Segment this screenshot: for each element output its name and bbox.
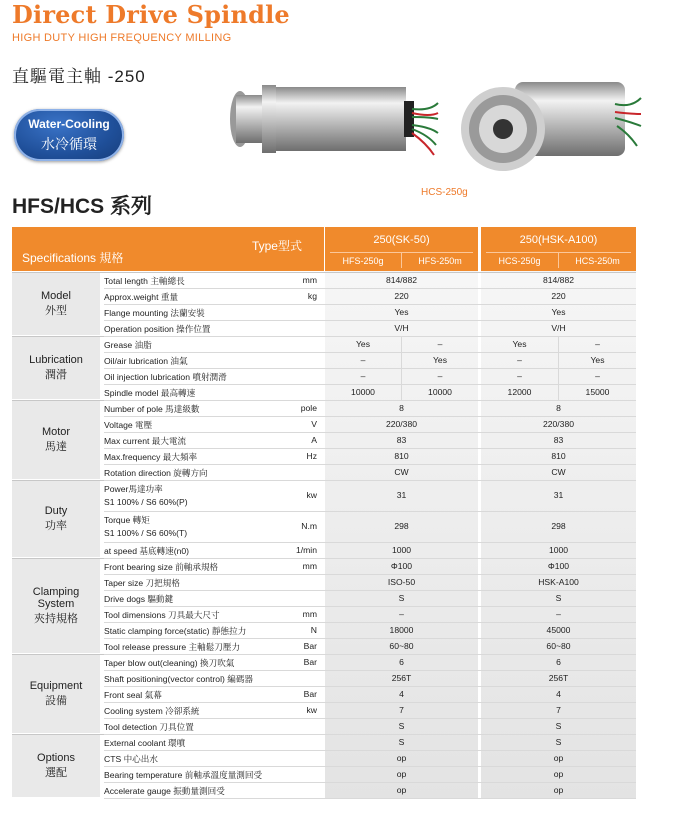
row-divider <box>104 590 636 591</box>
row-unit: 1/min <box>295 545 317 555</box>
spindle-side-image <box>222 77 440 162</box>
row-unit: mm <box>302 609 317 619</box>
group-label: 250(SK-50) <box>373 234 430 246</box>
table-cell: S <box>555 593 562 603</box>
row-label: Oil injection lubrication 噴射潤滑 <box>104 372 227 382</box>
cell-divider <box>401 369 402 385</box>
row-unit: kw <box>306 705 317 715</box>
table-cell: – <box>437 371 443 381</box>
cell-divider <box>558 337 559 353</box>
table-cell: CW <box>551 467 566 477</box>
water-cooling-badge <box>14 109 124 161</box>
row-divider <box>104 766 636 767</box>
table-cell: 6 <box>556 657 561 667</box>
table-cell: 256T <box>391 673 412 683</box>
row-label: Torque 轉矩 <box>104 515 150 525</box>
table-cell: 298 <box>551 521 566 531</box>
table-cell: Yes <box>551 307 566 317</box>
table-cell: 1000 <box>391 545 412 555</box>
row-unit: kg <box>307 291 317 301</box>
cell-divider <box>558 385 559 401</box>
row-divider <box>104 511 636 512</box>
row-label: Cooling system 冷卻系統 <box>104 706 200 716</box>
row-label: Spindle model 最高轉速 <box>104 388 196 398</box>
table-cell: op <box>396 753 407 763</box>
table-cell: V/H <box>551 323 566 333</box>
table-cell: S <box>398 721 405 731</box>
row-divider <box>104 400 636 401</box>
group-label: 250(HSK-A100) <box>519 234 598 246</box>
row-divider <box>104 686 636 687</box>
row-divider <box>104 798 636 799</box>
table-cell: – <box>556 609 561 619</box>
category-label: Model 外型 <box>12 273 100 335</box>
table-cell: 10000 <box>351 387 375 397</box>
row-unit: mm <box>302 561 317 571</box>
table-cell: S <box>398 593 405 603</box>
row-label: Number of pole 馬達級數 <box>104 404 200 414</box>
table-cell: 8 <box>399 403 404 413</box>
table-cell: – <box>595 371 600 381</box>
table-cell: 298 <box>394 521 409 531</box>
category-label: Options 選配 <box>12 735 100 797</box>
row-label: Grease 油脂 <box>104 340 152 350</box>
cell-divider <box>401 353 402 369</box>
cell-divider <box>558 353 559 369</box>
row-unit: Bar <box>303 641 317 651</box>
table-cell: 7 <box>399 705 404 715</box>
table-cell: S <box>555 721 562 731</box>
table-cell: op <box>396 769 407 779</box>
row-label: Voltage 電壓 <box>104 420 153 430</box>
row-unit: mm <box>302 275 317 285</box>
table-cell: Yes <box>512 339 527 349</box>
category-divider <box>12 272 636 273</box>
table-cell: op <box>553 769 564 779</box>
table-cell: 8 <box>556 403 561 413</box>
type-label: Type型式 <box>251 239 302 253</box>
badge-chinese: 水冷循環 <box>41 136 97 152</box>
row-divider <box>104 734 636 735</box>
table-cell: 810 <box>394 451 409 461</box>
row-label: Max.frequency 最大頻率 <box>104 452 198 462</box>
image-caption: HCS-250g <box>421 187 468 198</box>
category-label: Duty 功率 <box>12 481 100 557</box>
table-header-spec <box>12 227 324 271</box>
col-header: HCS-250m <box>575 256 620 266</box>
row-divider <box>104 638 636 639</box>
table-cell: 810 <box>551 451 566 461</box>
row-label: Flange mounting 法蘭安裝 <box>104 308 205 318</box>
table-cell: op <box>396 785 407 795</box>
col-header: HFS-250m <box>418 256 462 266</box>
row-unit: Bar <box>303 689 317 699</box>
row-divider <box>104 702 636 703</box>
table-cell: 4 <box>556 689 561 699</box>
spindle-front-image <box>455 74 645 174</box>
row-divider <box>104 336 636 337</box>
row-divider <box>104 352 636 353</box>
table-cell: – <box>399 609 404 619</box>
table-cell: 814/882 <box>385 275 418 285</box>
row-label: Shaft positioning(vector control) 編碼器 <box>104 674 254 684</box>
table-cell: – <box>437 339 443 349</box>
table-cell: – <box>360 371 366 381</box>
table-cell: 1000 <box>548 545 569 555</box>
row-divider <box>104 432 636 433</box>
row-unit: Hz <box>306 451 317 461</box>
row-divider <box>104 558 636 559</box>
table-cell: 12000 <box>507 387 532 397</box>
table-cell: op <box>553 785 564 795</box>
row-divider <box>104 416 636 417</box>
table-cell: 10000 <box>428 387 452 397</box>
row-label: Tool dimensions 刀具最大尺寸 <box>104 610 220 620</box>
page-subtitle: HIGH DUTY HIGH FREQUENCY MILLING <box>12 32 232 44</box>
category-label: Lubrication 潤滑 <box>12 337 100 399</box>
row-label: Bearing temperature 前軸承溫度量測回受 <box>104 770 263 780</box>
table-cell: V/H <box>394 323 409 333</box>
row-divider <box>104 288 636 289</box>
table-cell: 60~80 <box>389 641 414 651</box>
series-title: HFS/HCS 系列 <box>12 195 153 218</box>
row-label: Tool release pressure 主軸鬆刀壓力 <box>104 642 241 652</box>
row-divider <box>104 782 636 783</box>
row-divider <box>104 622 636 623</box>
row-sublabel: S1 100% / S6 60%(T) <box>104 528 188 538</box>
category-label: Clamping System 夾持規格 <box>12 559 100 653</box>
table-cell: 220 <box>551 291 566 301</box>
row-label: Front seal 氣幕 <box>104 690 162 700</box>
table-cell: 83 <box>553 435 564 445</box>
table-header-group-1 <box>325 227 478 271</box>
row-label: Taper size 刀把規格 <box>104 578 180 588</box>
table-cell: S <box>398 737 405 747</box>
row-divider <box>104 464 636 465</box>
table-cell: 7 <box>556 705 561 715</box>
category-label: Motor 馬達 <box>12 401 100 479</box>
row-label: Rotation direction 旋轉方向 <box>104 468 208 478</box>
chinese-title: 直驅電主軸 -250 <box>12 67 146 86</box>
table-cell: – <box>517 371 522 381</box>
row-unit: kw <box>306 490 317 500</box>
table-cell: S <box>555 737 562 747</box>
table-cell: ISO-50 <box>387 577 416 587</box>
row-divider <box>104 718 636 719</box>
row-unit: A <box>311 435 317 445</box>
col-header: HFS-250g <box>342 256 384 266</box>
table-cell: Yes <box>355 339 371 349</box>
table-cell: 220/380 <box>385 419 418 429</box>
table-cell: Φ100 <box>390 561 413 571</box>
badge-english: Water-Cooling <box>28 117 110 131</box>
table-cell: – <box>517 355 522 365</box>
row-sublabel: S1 100% / S6 60%(P) <box>104 497 188 507</box>
table-cell: 31 <box>553 490 564 500</box>
row-divider <box>104 542 636 543</box>
table-cell: HSK-A100 <box>538 577 579 587</box>
row-label: Drive dogs 驅動鍵 <box>104 594 174 604</box>
table-cell: 83 <box>396 435 407 445</box>
spec-label: Specifications 規格 <box>22 251 124 265</box>
spec-table <box>12 271 636 799</box>
table-cell: 220/380 <box>542 419 575 429</box>
row-divider <box>104 574 636 575</box>
table-cell: Yes <box>394 307 409 317</box>
table-cell: – <box>360 355 366 365</box>
table-header-group-2 <box>481 227 636 271</box>
table-cell: 4 <box>399 689 404 699</box>
row-divider <box>104 654 636 655</box>
row-label: at speed 基底轉速(n0) <box>104 546 190 556</box>
row-unit: pole <box>300 403 317 413</box>
category-label: Equipment 設備 <box>12 655 100 733</box>
row-label: External coolant 環噴 <box>104 738 186 748</box>
table-cell: op <box>553 753 564 763</box>
table-cell: 814/882 <box>542 275 575 285</box>
table-cell: 220 <box>394 291 409 301</box>
row-unit: Bar <box>303 657 317 667</box>
table-cell: 31 <box>396 490 407 500</box>
page-title: Direct Drive Spindle <box>12 0 290 29</box>
row-divider <box>104 368 636 369</box>
col-header: HCS-250g <box>498 256 541 266</box>
row-divider <box>104 448 636 449</box>
table-cell: Yes <box>590 355 605 365</box>
row-label: Front bearing size 前軸承規格 <box>104 562 219 572</box>
table-cell: Yes <box>432 355 448 365</box>
row-label: Total length 主軸總長 <box>104 276 185 286</box>
table-cell: 6 <box>399 657 404 667</box>
table-cell: 60~80 <box>546 641 571 651</box>
row-label: Approx.weight 重量 <box>104 292 179 302</box>
table-cell: 15000 <box>585 387 610 397</box>
table-cell: 256T <box>548 673 569 683</box>
row-divider <box>104 480 636 481</box>
table-cell: CW <box>394 467 409 477</box>
row-label: Power馬達功率 <box>104 484 163 494</box>
table-cell: 18000 <box>389 625 414 635</box>
row-divider <box>104 384 636 385</box>
row-label: Accelerate gauge 振動量測回受 <box>104 786 225 796</box>
row-label: Static clamping force(static) 靜態拉力 <box>104 626 247 636</box>
row-divider <box>104 304 636 305</box>
row-unit: N <box>310 625 317 635</box>
row-divider <box>104 750 636 751</box>
table-cell: – <box>595 339 600 349</box>
row-label: Taper blow out(cleaning) 換刀吹氣 <box>104 658 235 668</box>
row-label: Max current 最大電流 <box>104 436 187 446</box>
cell-divider <box>558 369 559 385</box>
row-divider <box>104 320 636 321</box>
cell-divider <box>401 385 402 401</box>
table-cell: 45000 <box>546 625 571 635</box>
row-divider <box>104 606 636 607</box>
row-unit: N.m <box>301 521 317 531</box>
row-label: CTS 中心出水 <box>104 754 158 764</box>
row-label: Operation position 操作位置 <box>104 324 211 334</box>
row-unit: V <box>311 419 317 429</box>
cell-divider <box>401 337 402 353</box>
row-label: Tool detection 刀具位置 <box>104 722 194 732</box>
row-label: Oil/air lubrication 油氣 <box>104 356 188 366</box>
row-divider <box>104 670 636 671</box>
table-cell: Φ100 <box>547 561 570 571</box>
